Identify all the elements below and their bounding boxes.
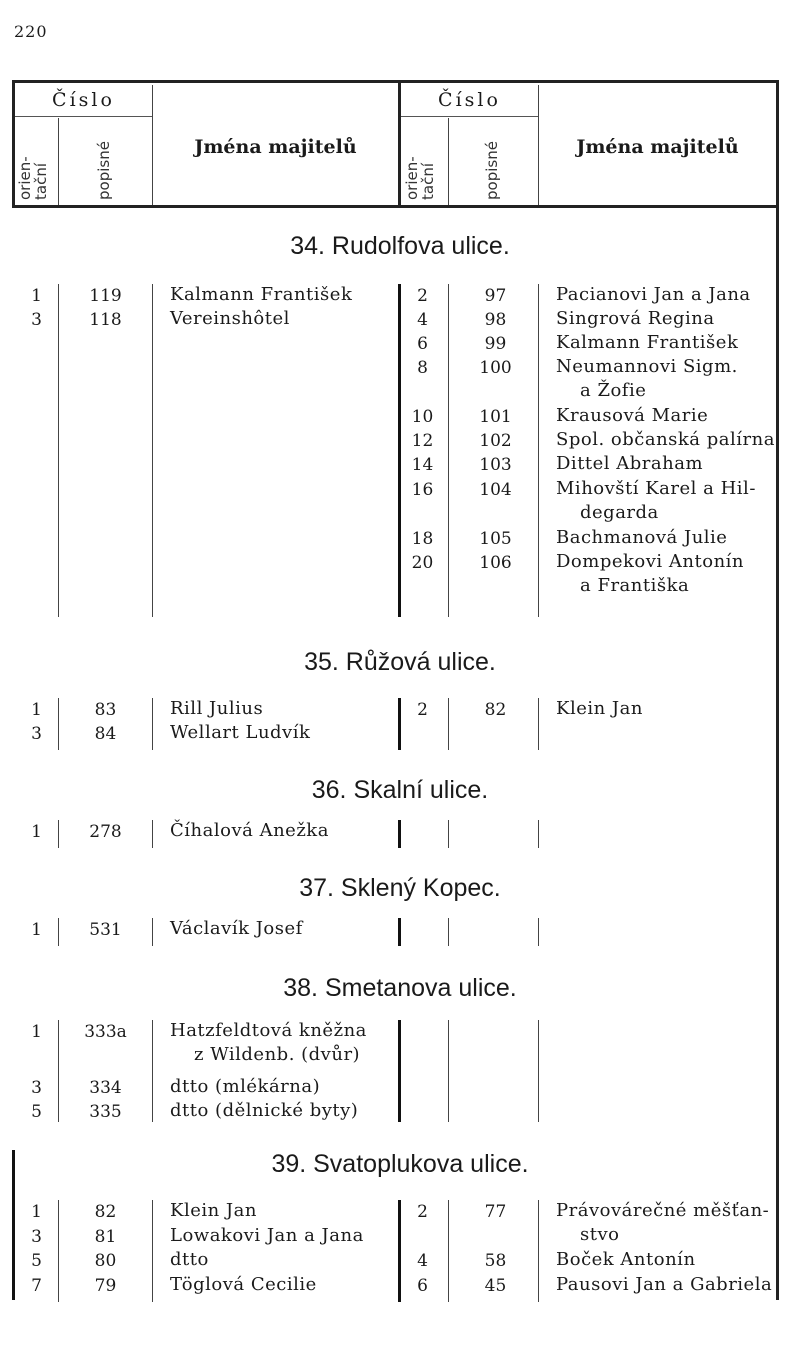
right-orientacni-number: 2 xyxy=(417,286,428,306)
column-divider xyxy=(152,1020,153,1122)
left-owner-name: Číhalová Anežka xyxy=(170,820,329,841)
right-orientacni-number: 4 xyxy=(417,310,428,330)
right-popisne-number: 45 xyxy=(484,1276,507,1296)
page-number: 220 xyxy=(14,22,48,41)
left-popisne-number: 84 xyxy=(94,724,117,744)
right-orientacni-number: 20 xyxy=(411,553,434,573)
column-divider xyxy=(538,820,539,848)
header-jmena-left: Jména majitelů xyxy=(194,136,357,158)
page-right-border xyxy=(776,80,779,1300)
middle-divider xyxy=(398,820,401,848)
header-jmena-right: Jména majitelů xyxy=(576,136,739,158)
left-popisne-number: 118 xyxy=(89,310,122,330)
column-divider xyxy=(448,820,449,848)
left-owner-name: Václavík Josef xyxy=(170,918,303,939)
right-owner-name-cont: a Františka xyxy=(580,575,690,596)
right-owner-name: Singrová Regina xyxy=(556,308,715,329)
header-divider xyxy=(58,118,59,205)
left-owner-name-cont: z Wildenb. (dvůr) xyxy=(194,1044,361,1065)
column-divider xyxy=(448,918,449,946)
right-owner-name: Klein Jan xyxy=(556,698,643,719)
right-owner-name: Kalmann František xyxy=(556,332,739,353)
left-owner-name: Töglová Cecilie xyxy=(170,1274,317,1295)
right-popisne-number: 105 xyxy=(479,529,512,549)
right-popisne-number: 77 xyxy=(484,1202,507,1222)
left-orientacni-number: 7 xyxy=(31,1276,42,1296)
left-popisne-number: 335 xyxy=(89,1102,122,1122)
left-owner-name: dtto xyxy=(170,1249,209,1270)
right-popisne-number: 103 xyxy=(479,455,512,475)
right-popisne-number: 104 xyxy=(479,480,512,500)
right-popisne-number: 58 xyxy=(484,1251,507,1271)
right-popisne-number: 106 xyxy=(479,553,512,573)
right-popisne-number: 101 xyxy=(479,407,512,427)
right-owner-name-cont: stvo xyxy=(580,1224,620,1245)
right-owner-name: Bachmanová Julie xyxy=(556,527,728,548)
header-orientacni-right: orien- tační xyxy=(403,156,437,200)
right-orientacni-number: 2 xyxy=(417,1202,428,1222)
right-owner-name: Právovárečné měšťan- xyxy=(556,1200,770,1221)
section-title: 37. Sklený Kopec. xyxy=(299,874,501,902)
column-divider xyxy=(152,820,153,848)
column-divider xyxy=(152,1200,153,1302)
right-popisne-number: 99 xyxy=(484,334,507,354)
right-popisne-number: 98 xyxy=(484,310,507,330)
right-owner-name: Boček Antonín xyxy=(556,1249,696,1270)
column-divider xyxy=(152,698,153,750)
right-orientacni-number: 16 xyxy=(411,480,434,500)
column-divider xyxy=(448,1020,449,1122)
left-popisne-number: 119 xyxy=(89,286,122,306)
header-orientacni-left: orien- tační xyxy=(16,156,50,200)
header-divider xyxy=(448,118,449,205)
header-sub-rule xyxy=(15,116,152,117)
left-orientacni-number: 5 xyxy=(31,1251,42,1271)
left-popisne-number: 81 xyxy=(94,1227,117,1247)
left-popisne-number: 333a xyxy=(84,1022,127,1042)
header-sub-rule xyxy=(401,116,538,117)
section-title: 39. Svatoplukova ulice. xyxy=(271,1150,529,1178)
left-orientacni-number: 1 xyxy=(31,1202,42,1222)
left-owner-name: Hatzfeldtová kněžna xyxy=(170,1020,367,1041)
right-owner-name: Mihovští Karel a Hil- xyxy=(556,478,756,499)
header-bottom-rule xyxy=(12,205,778,208)
left-orientacni-number: 3 xyxy=(31,724,42,744)
section-title: 34. Rudolfova ulice. xyxy=(290,232,510,260)
left-orientacni-number: 1 xyxy=(31,700,42,720)
left-popisne-number: 334 xyxy=(89,1078,122,1098)
left-orientacni-number: 5 xyxy=(31,1102,42,1122)
left-popisne-number: 80 xyxy=(94,1251,117,1271)
right-popisne-number: 97 xyxy=(484,286,507,306)
right-owner-name: Spol. občanská palírna xyxy=(556,429,775,450)
right-orientacni-number: 8 xyxy=(417,358,428,378)
right-popisne-number: 82 xyxy=(484,700,507,720)
middle-divider xyxy=(398,918,401,946)
left-owner-name: Kalmann František xyxy=(170,284,353,305)
right-orientacni-number: 4 xyxy=(417,1251,428,1271)
left-orientacni-number: 3 xyxy=(31,1078,42,1098)
right-orientacni-number: 18 xyxy=(411,529,434,549)
right-owner-name: Neumannovi Sigm. xyxy=(556,356,738,377)
column-divider xyxy=(538,1020,539,1122)
right-orientacni-number: 14 xyxy=(411,455,434,475)
right-owner-name-cont: degarda xyxy=(580,502,659,523)
section-title: 38. Smetanova ulice. xyxy=(283,974,517,1002)
header-popisne-left: popisné xyxy=(95,141,113,200)
right-orientacni-number: 6 xyxy=(417,1276,428,1296)
section-title: 36. Skalní ulice. xyxy=(311,776,489,804)
left-owner-name: Rill Julius xyxy=(170,698,264,719)
middle-divider xyxy=(398,1020,401,1122)
left-owner-name: dtto (mlékárna) xyxy=(170,1076,321,1097)
right-popisne-number: 102 xyxy=(479,431,512,451)
right-orientacni-number: 2 xyxy=(417,700,428,720)
right-owner-name: Pacianovi Jan a Jana xyxy=(556,284,751,305)
left-popisne-number: 79 xyxy=(94,1276,117,1296)
right-orientacni-number: 6 xyxy=(417,334,428,354)
left-orientacni-number: 1 xyxy=(31,1022,42,1042)
header-cislo-left: Číslo xyxy=(52,89,115,111)
left-border-bottom xyxy=(12,1150,15,1300)
right-owner-name: Pausovi Jan a Gabriela xyxy=(556,1274,773,1295)
left-popisne-number: 278 xyxy=(89,822,122,842)
left-popisne-number: 531 xyxy=(89,920,122,940)
left-owner-name: Wellart Ludvík xyxy=(170,722,311,743)
header-popisne-right: popisné xyxy=(483,141,501,200)
right-orientacni-number: 12 xyxy=(411,431,434,451)
left-orientacni-number: 1 xyxy=(31,920,42,940)
right-owner-name: Krausová Marie xyxy=(556,405,709,426)
left-owner-name: Vereinshôtel xyxy=(170,308,290,329)
left-orientacni-number: 3 xyxy=(31,310,42,330)
header-cislo-right: Číslo xyxy=(438,89,501,111)
left-orientacni-number: 1 xyxy=(31,822,42,842)
left-orientacni-number: 3 xyxy=(31,1227,42,1247)
right-popisne-number: 100 xyxy=(479,358,512,378)
right-orientacni-number: 10 xyxy=(411,407,434,427)
left-popisne-number: 83 xyxy=(94,700,117,720)
column-divider xyxy=(152,918,153,946)
column-divider xyxy=(538,918,539,946)
right-owner-name: Dittel Abraham xyxy=(556,453,704,474)
column-divider xyxy=(58,284,59,617)
left-owner-name: dtto (dělnické byty) xyxy=(170,1100,359,1121)
left-orientacni-number: 1 xyxy=(31,286,42,306)
left-owner-name: Klein Jan xyxy=(170,1200,257,1221)
left-owner-name: Lowakovi Jan a Jana xyxy=(170,1225,364,1246)
header-top-rule xyxy=(12,80,778,83)
right-owner-name: Dompekovi Antonín xyxy=(556,551,745,572)
section-title: 35. Růžová ulice. xyxy=(304,648,496,676)
column-divider xyxy=(152,284,153,617)
left-popisne-number: 82 xyxy=(94,1202,117,1222)
right-owner-name-cont: a Žofie xyxy=(580,380,647,401)
